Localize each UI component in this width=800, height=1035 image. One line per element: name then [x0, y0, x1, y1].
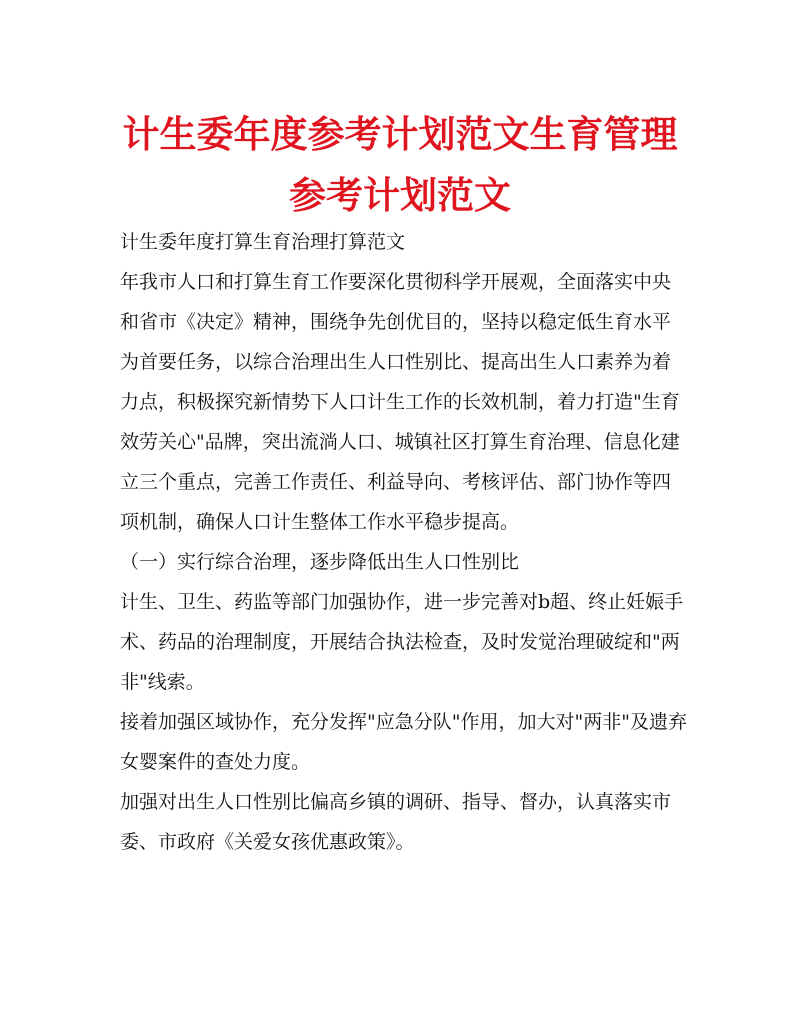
section-heading: （一）实行综合治理，逐步降低出生人口性别比: [120, 551, 520, 573]
subtitle-paragraph: 计生委年度打算生育治理打算范文: [120, 231, 406, 253]
body-paragraph: 加强对出生人口性别比偏高乡镇的调研、指导、督办，认真落实市委、市政府《关爱女孩优惠政策》。: [120, 791, 672, 853]
body-paragraph: 接着加强区域协作，充分发挥"应急分队"作用，加大对"两非"及遗弃女婴案件的查处力度。: [120, 711, 687, 773]
body-paragraph: 计生、卫生、药监等部门加强协作，进一步完善对b超、终止妊娠手术、药品的治理制度，开展结合执法检查，及时发觉治理破绽和"两非"线索。: [120, 591, 684, 693]
body-paragraph: 年我市人口和打算生育工作要深化贯彻科学开展观，全面落实中央和省市《决定》精神，围绕争先创优目的，坚持以稳定低生育水平为首要任务，以综合治理出生人口性别比、提高出生人口素养为着力点，积极探究新情势下人口计生工作的长效机制，着力打造"生育效劳关心"品牌，突出流淌人口、城镇社区打算生育治理、信息化建立三个重点，完善工作责任、利益导向、考核评估、部门协作等四项机制，确保人口计生整体工作水平稳步提高。: [120, 271, 680, 533]
document-body: [120, 222, 688, 862]
document-title: 计生委年度参考计划范文生育管理参考计划范文: [122, 113, 678, 217]
